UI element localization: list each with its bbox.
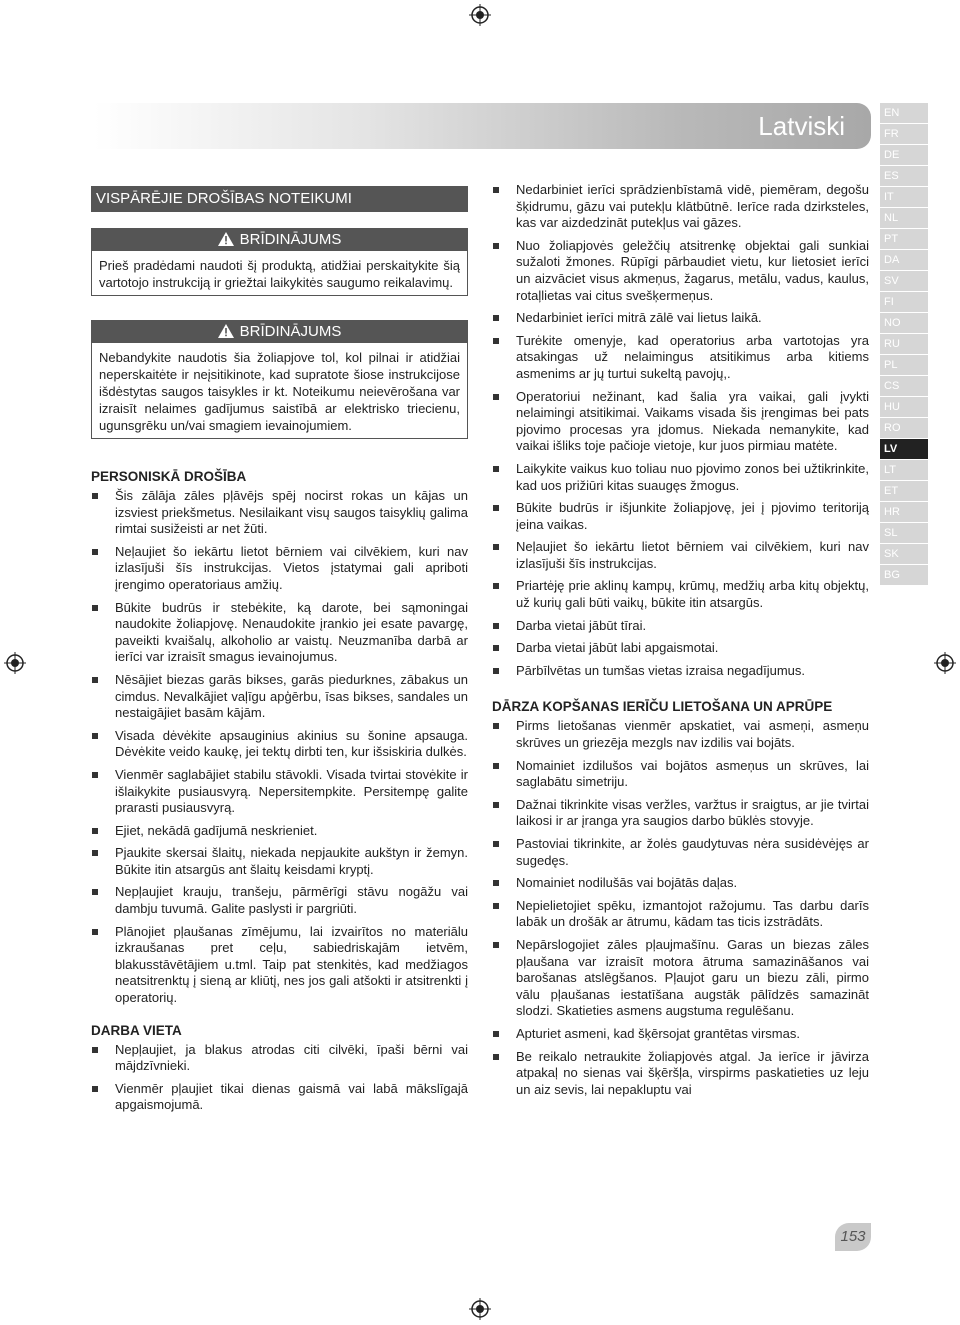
list-item: Nedarbiniet ierīci mitrā zālē vai lietus laikā. xyxy=(492,310,869,327)
list-item: Turėkite omenyje, kad operatorius arba vartotojas yra atsakingas už nelaimingus atsitikimus arba kitiems asmenims ar jų turtui sukeltą pavojų,. xyxy=(492,333,869,383)
list-item: Darba vietai jābūt tīrai. xyxy=(492,618,869,635)
work-area-list-continued xyxy=(492,182,869,679)
lang-tab-es[interactable]: ES xyxy=(880,166,928,186)
lang-tab-fr[interactable]: FR xyxy=(880,124,928,144)
list-item: Darba vietai jābūt labi apgaismotai. xyxy=(492,640,869,657)
warning-text-1: Prieš pradėdami naudoti šį produktą, atidžiai perskaitykite šią vartotojo instrukciją ir griežtai laikykitės saugumo reikalavimų. xyxy=(99,258,460,290)
warning-box-2 xyxy=(91,320,468,439)
lang-tab-pl[interactable]: PL xyxy=(880,355,928,375)
list-item: Ejiet, nekādā gadījumā neskrieniet. xyxy=(91,823,468,840)
list-item: Nēsājiet biezas garās bikses, garās piedurknes, zābakus un cimdus. Nevalkājiet vaļīgu apģērbu, īsas bikses, sandales un nestaigājiet basām kājām. xyxy=(91,672,468,722)
left-column xyxy=(91,186,468,1130)
garden-care-heading: DĀRZA KOPŠANAS IERĪČU LIETOŠANA UN APRŪPE xyxy=(492,699,833,715)
lang-tab-sv[interactable]: SV xyxy=(880,271,928,291)
list-item: Laikykite vaikus kuo toliau nuo pjovimo zonos bei užtikrinkite, kad uos prižiūri kitas suaugęs žmogus. xyxy=(492,461,869,494)
lang-tab-hu[interactable]: HU xyxy=(880,397,928,417)
list-item: Visada dėvėkite apsauginius akinius su šonine apsauga. Dėvėkite veido kaukę, jei tektų dirbti ten, kur išsiskiria dulkės. xyxy=(91,728,468,761)
list-item: Plānojiet pļaušanas zīmējumu, lai izvairītos no materiālu izkraušanas pret ceļu, sabiedriskajām ietvēm, blakusstāvētājiem u.tml. Taip pat stenkitės, kad medžiagos neatsitrenktų į sieną ar kliūtį, nes jos gali atšokti ir atsitrenkti į operatorių. xyxy=(91,924,468,1007)
lang-tab-hr[interactable]: HR xyxy=(880,502,928,522)
list-item: Būkite budrūs ir išjunkite žoliapjovę, jei į pjovimo teritoriją įeina vaikas. xyxy=(492,500,869,533)
section-title: VISPĀRĒJIE DROŠĪBAS NOTEIKUMI xyxy=(91,186,468,212)
list-item: Priartėję prie aklinų kampų, krūmų, medžių arba kitų objektų, už kurių gali būti vaikų, būkite itin atsargūs. xyxy=(492,578,869,611)
language-tabs xyxy=(880,103,928,586)
page-title: Latviski xyxy=(758,111,845,141)
garden-care-list xyxy=(492,718,869,1098)
personal-safety-list xyxy=(91,488,468,1007)
personal-safety-heading: PERSONISKĀ DROŠĪBA xyxy=(91,469,247,484)
list-item: Nepārslogojiet zāles pļaujmašīnu. Garas un biezas zāles pļaušana var izraisīt motora ātruma samazināšanos vai barošanas atslēgšanos. Pļaujot garu un biezu zāli, pirmo vālu pļaušanas iestatīšana augstāk pālīdzēs samazināt slodzi. Skatieties asmens augstuma regulēšanu. xyxy=(492,937,869,1020)
list-item: Nomainiet izdilušos vai bojātos asmeņus un skrūves, lai saglabātu simetriju. xyxy=(492,758,869,791)
work-area-heading: DARBA VIETA xyxy=(91,1022,182,1038)
lang-tab-fi[interactable]: FI xyxy=(880,292,928,312)
registration-mark-bottom xyxy=(469,1298,491,1320)
list-item: Operatoriui nežinant, kad šalia yra vaikai, gali įvykti nelaimingi atsitikimai. Vaikams visada šis įrengimas bei pats pjovimo procesas yra įdomus. Niekada nemanykite, kad vaikai išliks toje pačioje vietoje, kur juos pirmiau matėte. xyxy=(492,389,869,455)
right-column xyxy=(492,182,869,1114)
lang-tab-da[interactable]: DA xyxy=(880,250,928,270)
lang-tab-de[interactable]: DE xyxy=(880,145,928,165)
registration-mark-right xyxy=(934,652,956,674)
lang-tab-et[interactable]: ET xyxy=(880,481,928,501)
warning-title-2: BRĪDINĀJUMS xyxy=(239,323,342,340)
work-area-list xyxy=(91,1042,468,1114)
warning-header-1 xyxy=(92,229,467,251)
list-item: Dažnai tikrinkite visas veržles, varžtus ir sraigtus, ar jie tvirtai laikosi ir ar įranga yra saugios darbo būklės stovyje. xyxy=(492,797,869,830)
list-item: Pjaukite skersai šlaitų, niekada nepjaukite aukštyn ir žemyn. Būkite itin atsargūs ant šlaitų keisdami kryptį. xyxy=(91,845,468,878)
lang-tab-no[interactable]: NO xyxy=(880,313,928,333)
lang-tab-sk[interactable]: SK xyxy=(880,544,928,564)
registration-mark-top xyxy=(469,4,491,26)
list-item: Nepielietojiet spēku, izmantojot ražojumu. Tas darbu darīs labāk un drošāk ar ātrumu, kādam tas ticis izstrādāts. xyxy=(492,898,869,931)
list-item: Vienmēr saglabājiet stabilu stāvokli. Visada tvirtai stovėkite ir išlaikykite pusiausvyrą. Nepersitempkite. Persitempę galite prarasti pusiausvyrą. xyxy=(91,767,468,817)
warning-title-1: BRĪDINĀJUMS xyxy=(239,231,342,248)
list-item: Be reikalo netraukite žoliapjovės atgal. Ja ierīce ir jāvirza atpakaļ no sienas vai šķēršļa, virspirms paskatieties uz leju un aiz sevis, lai nepakluptu vai xyxy=(492,1049,869,1099)
lang-tab-ru[interactable]: RU xyxy=(880,334,928,354)
list-item: Nepļaujiet krauju, tranšeju, pārmērīgi stāvu nogāžu vai dambju tuvumā. Galite paslysti ir pargriūti. xyxy=(91,884,468,917)
lang-tab-pt[interactable]: PT xyxy=(880,229,928,249)
list-item: Apturiet asmeni, kad šķērsojat grantētas virsmas. xyxy=(492,1026,869,1043)
list-item: Nedarbiniet ierīci sprādzienbīstamā vidē, piemēram, degošu šķidrumu, gāzu vai putekļu klātbūtnē. Ierīce rada dzirksteles, kas var aizdedzināt putekļus vai gāzes. xyxy=(492,182,869,232)
list-item: Būkite budrūs ir stebėkite, ką darote, bei sąmoningai naudokite žoliapjovę. Nenaudokite įrankio jei esate pavargę, paveikti kvaišalų, alkoholio ar vaistų. Neuzmanība darbā ar ierīci var izraisīt smagus ievainojumus. xyxy=(91,600,468,666)
lang-tab-bg[interactable]: BG xyxy=(880,565,928,585)
list-item: Neļaujiet šo iekārtu lietot bērniem vai cilvēkiem, kuri nav izlasījuši šīs instrukcijas. Vietos įstatymai gali apriboti įrengimo operatoriaus amžių. xyxy=(91,544,468,594)
list-item: Neļaujiet šo iekārtu lietot bērniem vai cilvēkiem, kuri nav izlasījuši šīs instrukcijas. xyxy=(492,539,869,572)
list-item: Nomainiet nodilušās vai bojātās daļas. xyxy=(492,875,869,892)
page-number: 153 xyxy=(835,1223,871,1251)
registration-mark-left xyxy=(4,652,26,674)
warning-box-1 xyxy=(91,228,468,296)
list-item: Nuo žoliapjovės geležčių atsitrenkę objektai gali sunkiai sužaloti žmones. Rūpīgi pārbaudiet vietu, kur lietosiet ierīci un aizvāciet visus akmeņus, žagarus, metālu, vadus, kaulus, rotaļlietas vai citus svešķermeņus. xyxy=(492,238,869,304)
list-item: Nepļaujiet, ja blakus atrodas citi cilvēki, īpaši bērni vai mājdzīvnieki. xyxy=(91,1042,468,1075)
warning-icon xyxy=(218,231,234,253)
lang-tab-cs[interactable]: CS xyxy=(880,376,928,396)
header-bar xyxy=(94,103,871,149)
list-item: Pirms lietošanas vienmēr apskatiet, vai asmeņi, asmeņu skrūves un griezēja mezgls nav izdilis vai bojāts. xyxy=(492,718,869,751)
lang-tab-en[interactable]: EN xyxy=(880,103,928,123)
lang-tab-lv[interactable]: LV xyxy=(880,439,928,459)
list-item: Pastoviai tikrinkite, ar žolės gaudytuvas nėra susidėvėjęs ar sugedęs. xyxy=(492,836,869,869)
warning-header-2 xyxy=(92,321,467,343)
lang-tab-sl[interactable]: SL xyxy=(880,523,928,543)
lang-tab-nl[interactable]: NL xyxy=(880,208,928,228)
warning-text-2: Nebandykite naudotis šia žoliapjove tol, kol pilnai ir atidžiai neperskaitėte ir neįsitikinote, kad supratote šiose instrukcijose išdėstytas saugos taisykles ir kt. Noteikumu neievērošana var izraisīt nelaimes gadījumus saistībā ar elektrisko triecienu, ugunsgrēku un/vai smagiem ievainojumiem. xyxy=(99,350,460,433)
list-item: Šis zālāja zāles pļāvējs spēj nocirst rokas un kājas un izsviest priekšmetus. Nesilaikant visų saugos taisyklių galima rimtai susižeisti ar net žūti. xyxy=(91,488,468,538)
lang-tab-it[interactable]: IT xyxy=(880,187,928,207)
list-item: Pārbīlvētas un tumšas vietas izraisa negadījumus. xyxy=(492,663,869,680)
lang-tab-ro[interactable]: RO xyxy=(880,418,928,438)
warning-icon xyxy=(218,323,234,345)
lang-tab-lt[interactable]: LT xyxy=(880,460,928,480)
list-item: Vienmēr pļaujiet tikai dienas gaismā vai labā mākslīgajā apgaismojumā. xyxy=(91,1081,468,1114)
